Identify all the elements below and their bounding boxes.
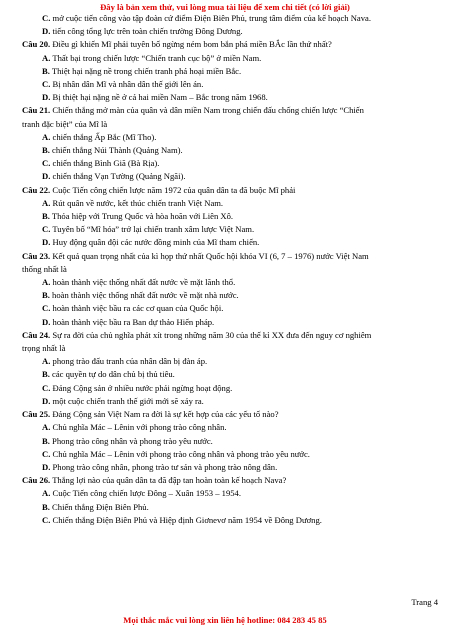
option-letter: C. [42, 158, 51, 169]
option-letter: A. [42, 488, 51, 499]
answer-option [22, 487, 432, 500]
preview-banner: Đây là bản xem thử, vui lòng mua tài liệu để xem chi tiết (có lời giải) [100, 2, 350, 12]
option-letter: C. [42, 224, 51, 235]
option-text: một cuộc chiến tranh thế giới mới sẽ xảy ra. [52, 395, 204, 406]
answer-option [22, 302, 432, 315]
answer-option [22, 514, 432, 527]
option-text: Đảng Cộng sản ở nhiều nước phải ngừng hoạt động. [52, 382, 233, 393]
option-text: Chủ nghĩa Mác – Lênin với phong trào công nhân. [52, 422, 227, 433]
option-text: phong trào đấu tranh của nhân dân bị đàn áp. [52, 356, 208, 367]
option-text: Chiến thắng Điện Biên Phủ và Hiệp định Giơnevơ năm 1954 về Đông Dương. [52, 514, 322, 525]
question-text: Đảng Cộng sản Việt Nam ra đời là sự kết hợp của các yếu tố nào? [52, 409, 279, 420]
answer-option [22, 12, 432, 25]
answer-option [22, 421, 432, 434]
option-text: Huy động quân đội các nước đồng minh của Mĩ tham chiến. [52, 237, 260, 248]
option-text: các quyền tự do dân chủ bị thủ tiêu. [52, 369, 175, 380]
option-text: Chủ nghĩa Mác – Lênin với phong trào công nhân và phong trào yêu nước. [52, 448, 310, 459]
option-text: Rút quân về nước, kết thúc chiến tranh Việt Nam. [52, 197, 224, 208]
option-letter: B. [42, 369, 50, 380]
option-letter: D. [42, 92, 51, 103]
option-letter: A. [42, 52, 51, 63]
question-text: Cuộc Tiến công chiến lược năm 1972 của quân dân ta đã buộc Mĩ phải [52, 184, 296, 195]
option-letter: B. [42, 290, 50, 301]
option-text: hoàn thành việc thống nhất đất nước về mặt nhà nước. [52, 290, 239, 301]
answer-option [22, 210, 432, 223]
question-stem [22, 38, 432, 51]
answer-option [22, 276, 432, 289]
answer-option [22, 197, 432, 210]
option-text: Phong trào công nhân và phong trào yêu nước. [52, 435, 213, 446]
option-letter: A. [42, 277, 51, 288]
question-stem [22, 184, 432, 197]
question-text: Thắng lợi nào của quân dân ta đã đập tan hoàn toàn kế hoạch Nava? [52, 475, 287, 486]
option-text: Chiến thắng Điện Biên Phủ. [52, 501, 149, 512]
answer-option [22, 131, 432, 144]
answer-option [22, 395, 432, 408]
question-text: Điều gì khiến Mĩ phải tuyên bố ngừng ném bom bắn phá miền BẮc lần thứ nhất? [52, 39, 332, 50]
question-number: Câu 24. [22, 329, 51, 340]
answer-option [22, 65, 432, 78]
answer-option [22, 52, 432, 65]
option-text: chiến thắng Núi Thành (Quảng Nam). [52, 145, 183, 156]
answer-option [22, 435, 432, 448]
option-text: chiến thắng Vạn Tường (Quảng Ngãi). [52, 171, 186, 182]
answer-option [22, 223, 432, 236]
answer-option [22, 157, 432, 170]
answer-option [22, 316, 432, 329]
option-letter: D. [42, 171, 51, 182]
option-letter: B. [42, 211, 50, 222]
option-letter: B. [42, 65, 50, 76]
hotline-footer: Mọi thắc mắc vui lòng xin liên hệ hotline: 084 283 45 85 [123, 615, 327, 625]
answer-option [22, 289, 432, 302]
option-text: chiến thắng Bình Giã (Bà Rịa). [52, 158, 160, 169]
question-number: Câu 20. [22, 39, 51, 50]
answer-option [22, 25, 432, 38]
option-letter: D. [42, 237, 51, 248]
option-letter: C. [42, 13, 51, 23]
option-text: Cuộc Tiến công chiến lược Đông – Xuân 1953 – 1954. [52, 488, 241, 499]
option-letter: A. [42, 356, 51, 367]
option-letter: A. [42, 422, 51, 433]
option-text: hoàn thành việc bầu ra các cơ quan của Quốc hội. [52, 303, 224, 314]
option-letter: C. [42, 303, 51, 314]
option-text: chiến thắng Ấp Bắc (Mĩ Tho). [52, 131, 157, 142]
option-text: tiến công tổng lực trên toàn chiến trường Đông Dương. [52, 26, 243, 37]
option-text: Tuyên bố “Mĩ hóa” trở lại chiến tranh xâm lược Việt Nam. [52, 224, 255, 235]
option-text: Thất bại trong chiến lược “Chiến tranh cục bộ” ở miền Nam. [52, 52, 262, 63]
question-text: Chiến thắng mở màn của quân và dân miền Nam trong chiến đấu chống chiến lược “Chiến [52, 105, 364, 116]
question-number: Câu 23. [22, 250, 51, 261]
question-stem [22, 408, 432, 421]
option-letter: B. [42, 501, 50, 512]
answer-option [22, 91, 432, 104]
option-letter: C. [42, 79, 51, 90]
question-stem [22, 104, 432, 117]
option-text: Phong trào công nhân, phong trào tư sản và phong trào nông dân. [52, 461, 278, 472]
answer-option [22, 144, 432, 157]
answer-option [22, 461, 432, 474]
question-number: Câu 26. [22, 475, 51, 486]
question-text: Sự ra đời của chủ nghĩa phát xít trong những năm 30 của thế kỉ XX đưa đến nguy cơ nghiêm [52, 329, 372, 340]
answer-option [22, 448, 432, 461]
answer-option [22, 501, 432, 514]
option-letter: A. [42, 131, 51, 142]
option-letter: D. [42, 395, 51, 406]
option-text: Thiệt hại nặng nề trong chiến tranh phá hoại miền Bắc. [51, 65, 242, 76]
question-number: Câu 21. [22, 105, 51, 116]
option-letter: C. [42, 514, 51, 525]
option-letter: B. [42, 145, 50, 156]
answer-option [22, 355, 432, 368]
option-text: Bị nhân dân Mĩ và nhân dân thế giới lên án. [52, 79, 204, 90]
question-text: Kết quả quan trọng nhất của kì họp thứ nhất Quốc hội khóa VI (6, 7 – 1976) nước Việt Nam [52, 250, 369, 261]
option-text: Thỏa hiệp với Trung Quốc và hòa hoãn với Liên Xô. [51, 211, 234, 222]
answer-option [22, 78, 432, 91]
option-letter: C. [42, 448, 51, 459]
question-text-continued: trọng nhất là [22, 343, 66, 354]
option-text: mở cuộc tiến công vào tập đoàn cứ điểm Điện Biên Phủ, trung tâm điểm của kế hoạch Nava. [52, 13, 372, 23]
answer-option [22, 382, 432, 395]
answer-option [22, 236, 432, 249]
question-stem [22, 329, 432, 342]
option-letter: A. [42, 197, 51, 208]
option-letter: B. [42, 435, 50, 446]
answer-option [22, 368, 432, 381]
question-stem [22, 250, 432, 263]
option-letter: D. [42, 316, 51, 327]
option-letter: C. [42, 382, 51, 393]
option-letter: D. [42, 26, 51, 37]
page-number: Trang 4 [411, 597, 438, 607]
option-text: hoàn thành việc bầu ra Ban dự thảo Hiến pháp. [52, 316, 215, 327]
question-number: Câu 22. [22, 184, 51, 195]
question-text-continued: thống nhất là [22, 263, 67, 274]
question-content [22, 12, 432, 527]
question-number: Câu 25. [22, 409, 51, 420]
question-text-continued: tranh đặc biệt” của Mĩ là [22, 118, 108, 129]
option-letter: D. [42, 461, 51, 472]
question-stem [22, 474, 432, 487]
option-text: hoàn thành việc thống nhất đất nước về mặt lãnh thổ. [52, 277, 236, 288]
option-text: Bị thiệt hại nặng nề ở cả hai miền Nam – Bắc trong năm 1968. [52, 92, 268, 103]
answer-option [22, 170, 432, 183]
